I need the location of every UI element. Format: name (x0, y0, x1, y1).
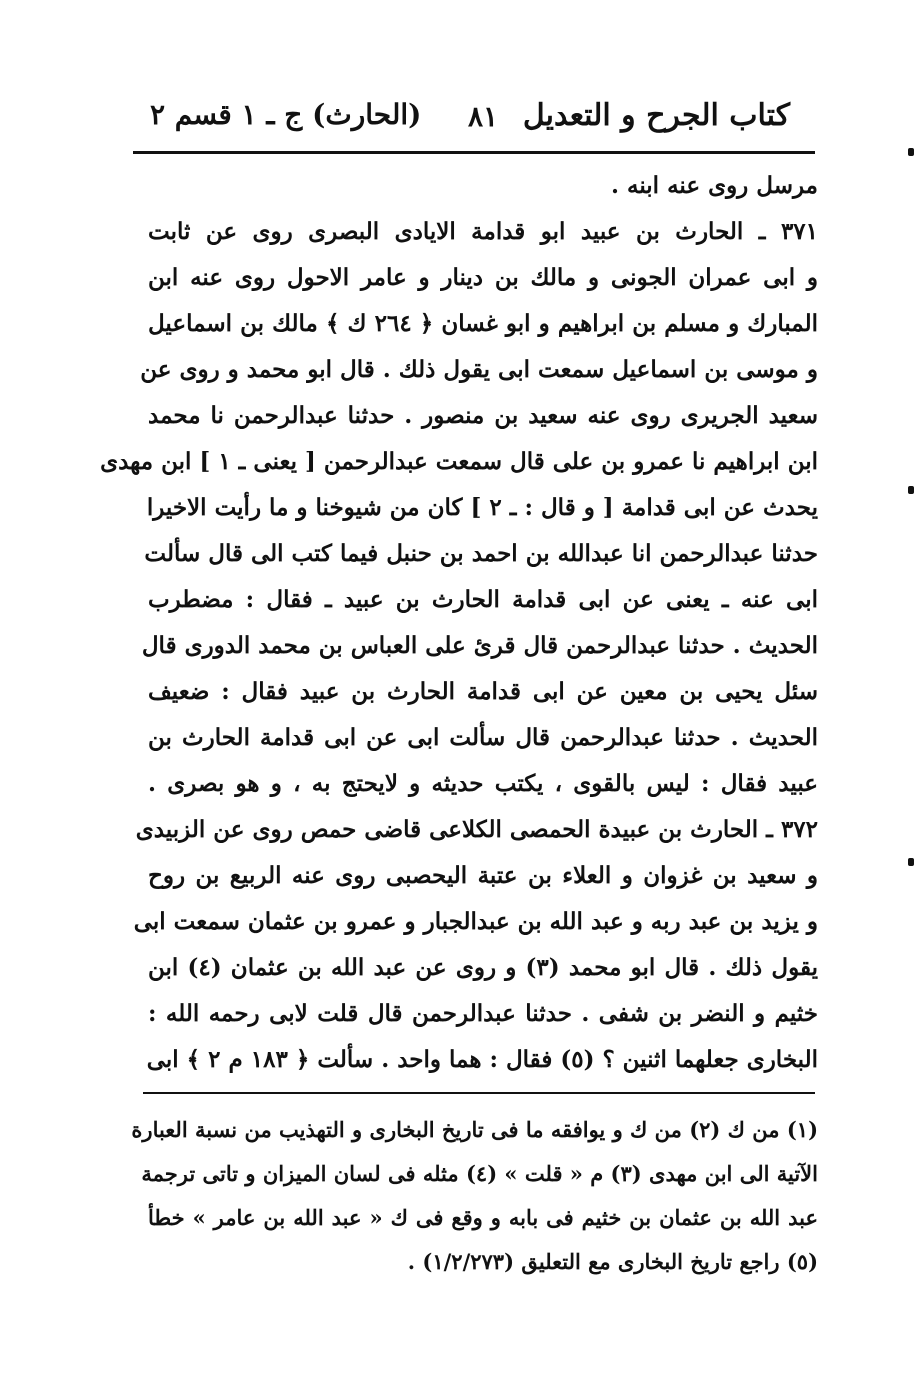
section-label: (الحارث) ج ـ ١ قسم ٢ (150, 98, 422, 131)
text-line: الحديث . حدثنا عبدالرحمن قال سألت ابى عن ابى قدامة الحارث بن (148, 724, 818, 751)
text-line: ٣٧٢ ـ الحارث بن عبيدة الحمصى الكلاعى قاضى حمص روى عن الزبيدى (135, 816, 818, 843)
margin-mark (908, 858, 914, 866)
margin-mark (908, 148, 914, 156)
footnote-line: (١) من ك (٢) من ك و يوافقه ما فى تاريخ البخارى و التهذيب من نسبة العبارة (131, 1117, 818, 1142)
footnote-line: عبد الله بن عثمان بن خثيم فى بابه و وقع فى ك « عبد الله بن عامر » خطأ (148, 1205, 818, 1230)
text-line: ابن ابراهيم نا عمرو بن على قال سمعت عبدالرحمن [ يعنى ـ ١ ] ابن مهدى (100, 448, 818, 475)
text-line: البخارى جعلهما اثنين ؟ (٥) فقال : هما واحد . سألت ﴿ ١٨٣ م ٢ ﴾ ابى (146, 1046, 818, 1073)
text-line: يقول ذلك . قال ابو محمد (٣) و روى عن عبد الله بن عثمان (٤) ابن (148, 954, 818, 981)
footnote-rule (143, 1092, 815, 1094)
text-line: حدثنا عبدالرحمن انا عبدالله بن احمد بن حنبل فيما كتب الى قال سألت (144, 540, 818, 567)
main-text (100, 163, 818, 1083)
text-line: و سعيد بن غزوان و العلاء بن عتبة اليحصبى روى عنه الربيع بن روح (148, 862, 818, 889)
text-line: ابى عنه ـ يعنى عن ابى قدامة الحارث بن عبيد ـ فقال : مضطرب (148, 586, 818, 613)
text-line: و يزيد بن عبد ربه و عبد الله بن عبدالجبار و عمرو بن عثمان سمعت ابى (133, 908, 818, 935)
margin-mark (908, 486, 914, 494)
text-line: المبارك و مسلم بن ابراهيم و ابو غسان ﴿ ٢٦٤ ك ﴾ مالك بن اسماعيل (148, 310, 818, 337)
page-number: ٨١ (468, 100, 499, 133)
footnote-line: (٥) راجع تاريخ البخارى مع التعليق (١/٢/٢٧٣) . (407, 1249, 818, 1274)
book-title: كتاب الجرح و التعديل (522, 98, 790, 133)
running-header (150, 98, 790, 144)
text-line: و موسى بن اسماعيل سمعت ابى يقول ذلك . قال ابو محمد و روى عن (140, 356, 818, 383)
text-line: مرسل روى عنه ابنه . (610, 172, 818, 199)
header-rule (133, 151, 815, 154)
footnotes (131, 1108, 818, 1284)
text-line: عبيد فقال : ليس بالقوى ، يكتب حديثه و لايحتج به ، و هو بصرى . (148, 770, 818, 797)
text-line: سعيد الجريرى روى عنه سعيد بن منصور . حدثنا عبدالرحمن نا محمد (148, 402, 818, 429)
footnote-line: الآتية الى ابن مهدى (٣) م « قلت » (٤) مثله فى لسان الميزان و تاتى ترجمة (141, 1161, 818, 1186)
text-line: ٣٧١ ـ الحارث بن عبيد ابو قدامة الايادى البصرى روى عن ثابت (148, 218, 818, 245)
text-line: و ابى عمران الجونى و مالك بن دينار و عامر الاحول روى عنه ابن (148, 264, 818, 291)
text-line: سئل يحيى بن معين عن ابى قدامة الحارث بن عبيد فقال : ضعيف (148, 678, 818, 705)
text-line: خثيم و النضر بن شفى . حدثنا عبدالرحمن قال قلت لابى رحمه الله : (148, 1000, 818, 1027)
text-line: يحدث عن ابى قدامة [ و قال : ـ ٢ ] كان من شيوخنا و ما رأيت الاخيرا (146, 494, 818, 521)
text-line: الحديث . حدثنا عبدالرحمن قال قرئ على العباس بن محمد الدورى قال (141, 632, 818, 659)
